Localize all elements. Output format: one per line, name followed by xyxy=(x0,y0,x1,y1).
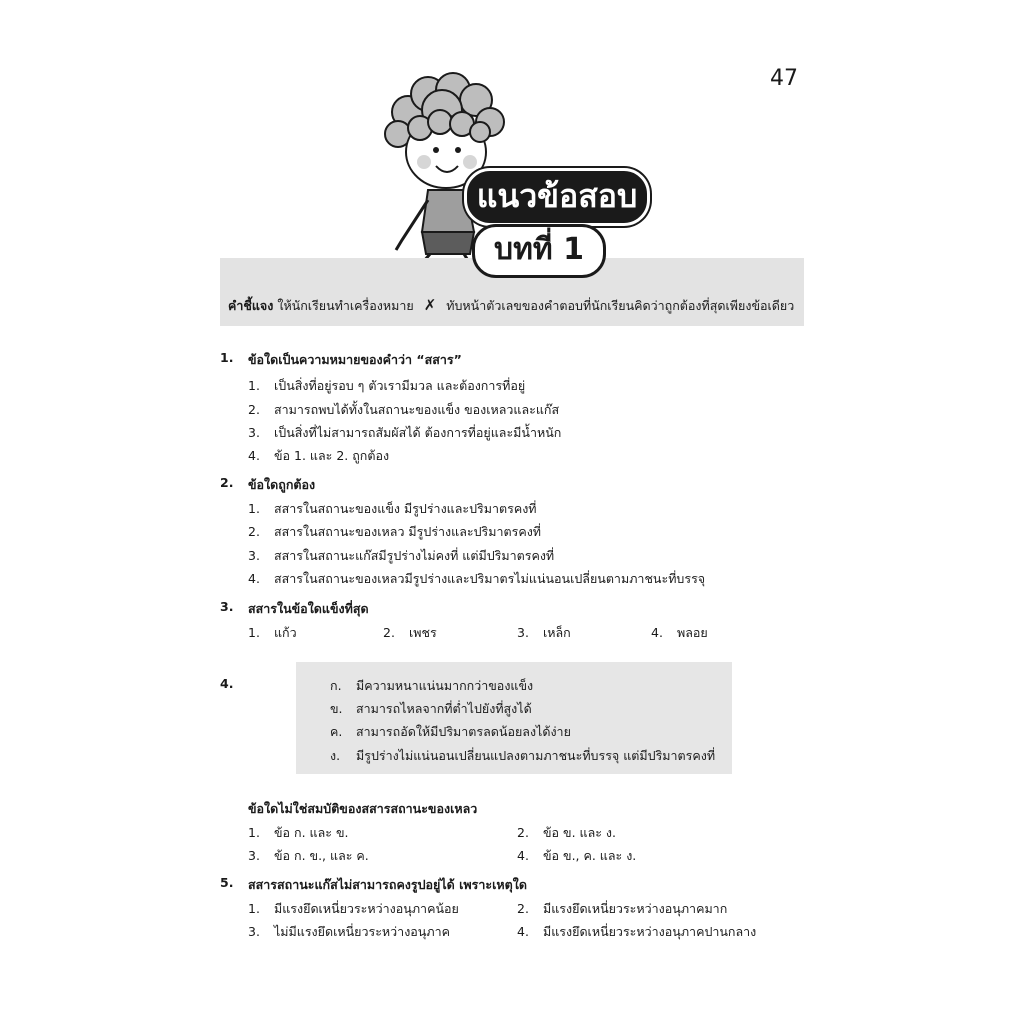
option[interactable]: 1. สสารในสถานะของแข็ง มีรูปร่างและปริมาตรคงที่ xyxy=(248,501,537,516)
option[interactable]: 4. มีแรงยึดเหนี่ยวระหว่างอนุภาคปานกลาง xyxy=(517,924,757,939)
question-number: 2. xyxy=(220,475,234,490)
question-text: สสารในข้อใดแข็งที่สุด xyxy=(248,601,369,616)
question-number: 3. xyxy=(220,599,234,614)
option[interactable]: 1. เป็นสิ่งที่อยู่รอบ ๆ ตัวเรามีมวล และต้องการที่อยู่ xyxy=(248,378,526,393)
question-text: สสารสถานะแก๊สไม่สามารถคงรูปอยู่ได้ เพราะเหตุใด xyxy=(248,877,527,892)
option[interactable]: 3. เหล็ก xyxy=(517,625,571,640)
instructions-text-before: ให้นักเรียนทำเครื่องหมาย xyxy=(277,298,414,313)
option[interactable]: 2. สสารในสถานะของเหลว มีรูปร่างและปริมาตรคงที่ xyxy=(248,524,542,539)
instructions-label: คำชี้แจง xyxy=(228,298,274,313)
question-text: ข้อใดไม่ใช่สมบัติของสสารสถานะของเหลว xyxy=(248,801,478,816)
option[interactable]: 4. สสารในสถานะของเหลวมีรูปร่างและปริมาตรไม่แน่นอนเปลี่ยนตามภาชนะที่บรรจุ xyxy=(248,571,706,586)
option[interactable]: 2. เพชร xyxy=(383,625,437,640)
statement: ง. มีรูปร่างไม่แน่นอนเปลี่ยนแปลงตามภาชนะที่บรรจุ แต่มีปริมาตรคงที่ xyxy=(330,748,716,763)
option[interactable]: 4. พลอย xyxy=(651,625,708,640)
question-text: ข้อใดเป็นความหมายของคำว่า “สสาร” xyxy=(248,352,462,367)
question-number: 5. xyxy=(220,875,234,890)
statement: ค. สามารถอัดให้มีปริมาตรลดน้อยลงได้ง่าย xyxy=(330,724,571,739)
question-number: 1. xyxy=(220,350,234,365)
statement: ข. สามารถไหลจากที่ต่ำไปยังที่สูงได้ xyxy=(330,701,532,716)
option[interactable]: 2. ข้อ ข. และ ง. xyxy=(517,825,616,840)
option[interactable]: 1. มีแรงยึดเหนี่ยวระหว่างอนุภาคน้อย xyxy=(248,901,459,916)
option[interactable]: 1. แก้ว xyxy=(248,625,297,640)
option[interactable]: 3. ไม่มีแรงยึดเหนี่ยวระหว่างอนุภาค xyxy=(248,924,450,939)
question-number: 4. xyxy=(220,676,234,691)
title-line-1: แนวข้อสอบ xyxy=(464,168,650,226)
option[interactable]: 2. สามารถพบได้ทั้งในสถานะของแข็ง ของเหลวและแก๊ส xyxy=(248,402,560,417)
statement: ก. มีความหนาแน่นมากกว่าของแข็ง xyxy=(330,678,534,693)
option[interactable]: 4. ข้อ 1. และ 2. ถูกต้อง xyxy=(248,448,390,463)
option[interactable]: 3. เป็นสิ่งที่ไม่สามารถสัมผัสได้ ต้องการที่อยู่และมีน้ำหนัก xyxy=(248,425,562,440)
option[interactable]: 3. ข้อ ก. ข., และ ค. xyxy=(248,848,369,863)
x-mark-icon: ✗ xyxy=(423,296,437,314)
question-text: ข้อใดถูกต้อง xyxy=(248,477,316,492)
instructions xyxy=(228,296,794,316)
page-number: 47 xyxy=(770,66,798,91)
title-line-2: บทที่ 1 xyxy=(472,224,606,278)
option[interactable]: 1. ข้อ ก. และ ข. xyxy=(248,825,349,840)
instructions-text-after: ทับหน้าตัวเลขของคำตอบที่นักเรียนคิดว่าถูกต้องที่สุดเพียงข้อเดียว xyxy=(446,298,795,313)
option[interactable]: 3. สสารในสถานะแก๊สมีรูปร่างไม่คงที่ แต่มีปริมาตรคงที่ xyxy=(248,548,555,563)
option[interactable]: 4. ข้อ ข., ค. และ ง. xyxy=(517,848,637,863)
option[interactable]: 2. มีแรงยึดเหนี่ยวระหว่างอนุภาคมาก xyxy=(517,901,728,916)
